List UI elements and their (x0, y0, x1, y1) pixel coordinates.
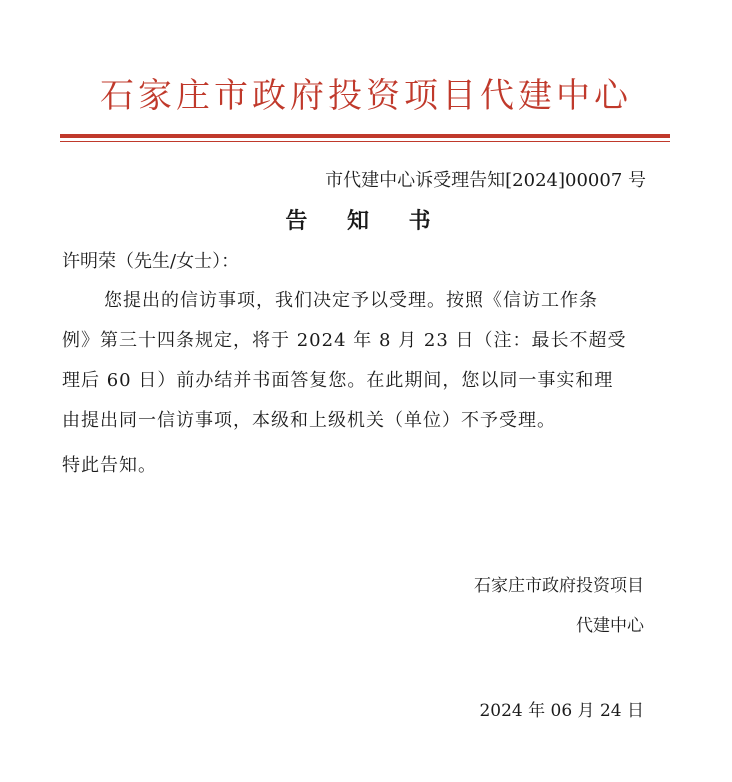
body-paragraph-line: 例》第三十四条规定，将于 2024 年 8 月 23 日（注：最长不超受 (62, 330, 627, 351)
closing-line: 特此告知。 (62, 455, 157, 476)
signature-org-line-2: 代建中心 (576, 616, 644, 636)
document-number: 市代建中心诉受理告知[2024]00007 号 (325, 170, 646, 191)
letterhead-rule-thin (60, 141, 670, 142)
letterhead-rule-thick (60, 134, 670, 138)
body-paragraph-line: 由提出同一信访事项，本级和上级机关（单位）不予受理。 (62, 410, 556, 431)
body-paragraph-line: 理后 60 日）前办结并书面答复您。在此期间，您以同一事实和理 (62, 370, 614, 391)
signature-org-line-1: 石家庄市政府投资项目 (474, 576, 644, 596)
letterhead-title: 石家庄市政府投资项目代建中心 (100, 76, 632, 116)
salutation: 许明荣（先生/女士）： (62, 251, 240, 272)
signature-date: 2024 年 06 月 24 日 (479, 701, 644, 721)
document-title: 告 知 书 (285, 208, 447, 234)
body-paragraph-line: 您提出的信访事项，我们决定予以受理。按照《信访工作条 (104, 290, 598, 311)
